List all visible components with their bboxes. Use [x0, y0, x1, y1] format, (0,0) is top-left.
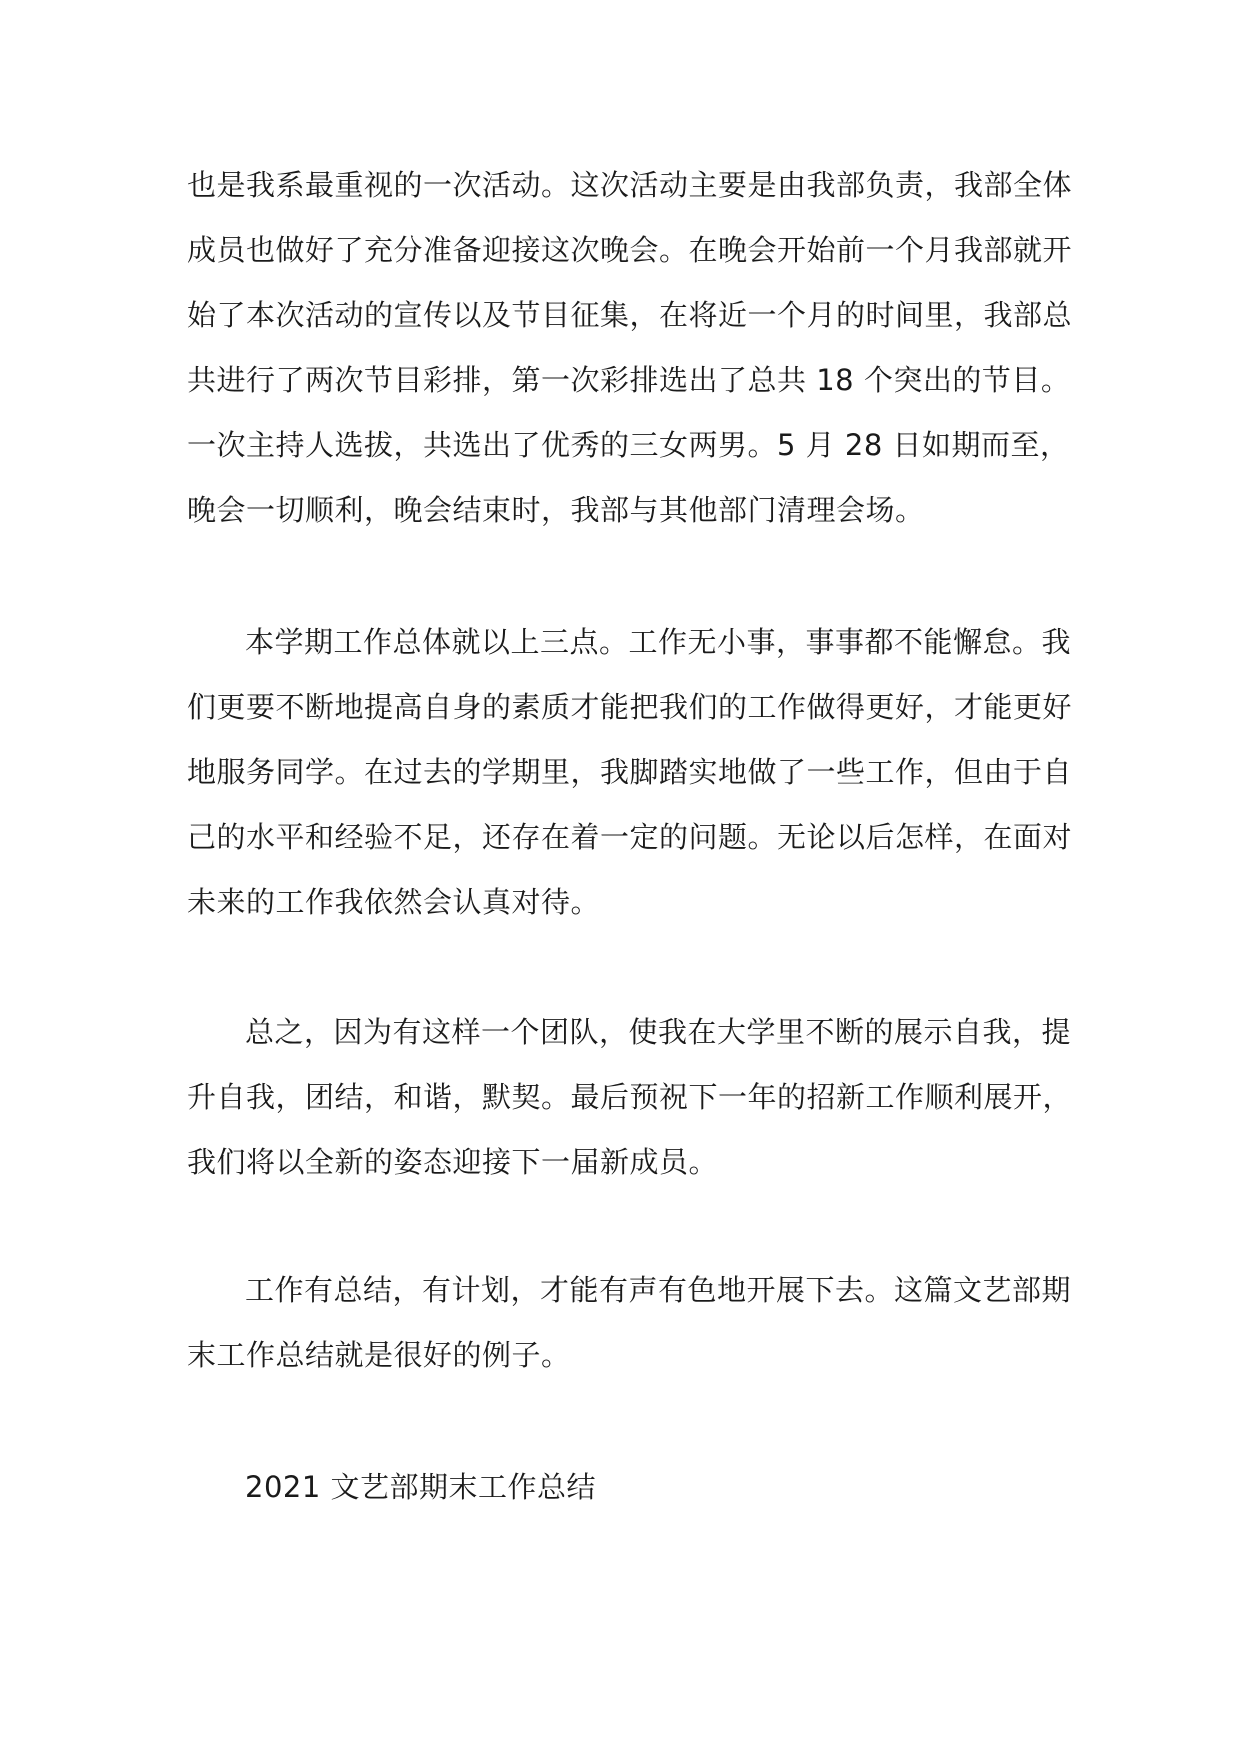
- paragraph-line: 末工作总结就是很好的例子。: [187, 1338, 571, 1372]
- paragraph-semester-summary: [187, 610, 1073, 935]
- paragraph-line: 本学期工作总体就以上三点。工作无小事，事事都不能懈怠。我: [245, 625, 1072, 659]
- section-heading: [187, 1455, 1067, 1520]
- paragraph-line: 晚会一切顺利，晚会结束时，我部与其他部门清理会场。: [187, 493, 925, 527]
- paragraph-line: 成员也做好了充分准备迎接这次晚会。在晚会开始前一个月我部就开: [187, 233, 1073, 267]
- paragraph-team-conclusion: [187, 1000, 1073, 1195]
- paragraph-line: 总之，因为有这样一个团队，使我在大学里不断的展示自我，提: [245, 1015, 1072, 1049]
- paragraph-line: 己的水平和经验不足，还存在着一定的问题。无论以后怎样，在面对: [187, 820, 1073, 854]
- paragraph-line: 一次主持人选拔，共选出了优秀的三女两男。5 月 28 日如期而至，: [187, 428, 1070, 462]
- paragraph-evening-event: [187, 153, 1073, 543]
- paragraph-line: 地服务同学。在过去的学期里，我脚踏实地做了一些工作，但由于自: [187, 755, 1073, 789]
- paragraph-line: 也是我系最重视的一次活动。这次活动主要是由我部负责，我部全体: [187, 168, 1073, 202]
- paragraph-line: 们更要不断地提高自身的素质才能把我们的工作做得更好，才能更好: [187, 690, 1073, 724]
- paragraph-line: 我们将以全新的姿态迎接下一届新成员。: [187, 1145, 719, 1179]
- paragraph-line: 升自我，团结，和谐，默契。最后预祝下一年的招新工作顺利展开，: [187, 1080, 1073, 1114]
- paragraph-closing-remark: [187, 1258, 1072, 1388]
- paragraph-line: 工作有总结，有计划，才能有声有色地开展下去。这篇文艺部期: [245, 1273, 1072, 1307]
- paragraph-line: 共进行了两次节目彩排，第一次彩排选出了总共 18 个突出的节目。: [187, 363, 1071, 397]
- section-title: 2021 文艺部期末工作总结: [245, 1470, 597, 1504]
- paragraph-line: 始了本次活动的宣传以及节目征集，在将近一个月的时间里，我部总: [187, 298, 1073, 332]
- paragraph-line: 未来的工作我依然会认真对待。: [187, 885, 601, 919]
